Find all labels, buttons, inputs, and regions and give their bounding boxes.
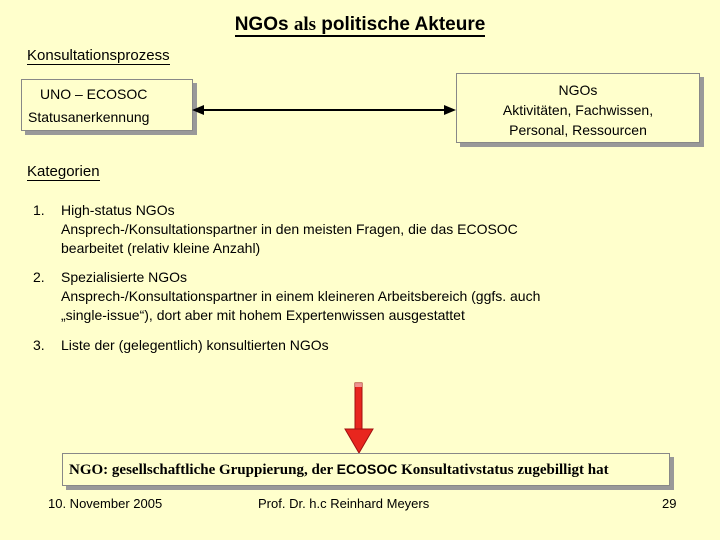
page-title: NGOs als politische Akteure bbox=[234, 14, 486, 35]
uno-ecosoc-box bbox=[21, 79, 193, 131]
ngo-definition-box: NGO: gesellschaftliche Gruppierung, der ECOSOC Konsultativstatus zugebilligt hat bbox=[62, 453, 670, 486]
double-arrow bbox=[192, 102, 456, 118]
category-heading: Spezialisierte NGOs bbox=[61, 269, 188, 285]
ngo-activities-label: Aktivitäten, Fachwissen, bbox=[502, 102, 654, 118]
ngo-resources-box bbox=[456, 73, 700, 143]
category-description: bearbeitet (relativ kleine Anzahl) bbox=[61, 240, 261, 256]
status-recognition-label: Statusanerkennung bbox=[28, 109, 150, 125]
ngo-label: NGOs bbox=[558, 82, 598, 98]
category-heading: High-status NGOs bbox=[61, 202, 175, 218]
footer-date: 10. November 2005 bbox=[48, 496, 163, 511]
page-number: 29 bbox=[662, 496, 677, 511]
section-heading-categories: Kategorien bbox=[27, 163, 100, 180]
category-description: Ansprech-/Konsultationspartner in den meisten Fragen, die das ECOSOC bbox=[61, 221, 518, 237]
category-heading: Liste der (gelegentlich) konsultierten NGOs bbox=[61, 337, 329, 353]
uno-ecosoc-label: UNO – ECOSOC bbox=[40, 86, 148, 102]
ngo-resources-label: Personal, Ressourcen bbox=[509, 122, 647, 138]
footer-author: Prof. Dr. h.c Reinhard Meyers bbox=[258, 496, 430, 511]
down-arrow-icon bbox=[343, 381, 375, 455]
category-description: „single-issue“), dort aber mit hohem Expertenwissen ausgestattet bbox=[61, 307, 465, 323]
section-heading-consultation: Konsultationsprozess bbox=[27, 47, 170, 64]
category-description: Ansprech-/Konsultationspartner in einem kleineren Arbeitsbereich (ggfs. auch bbox=[61, 288, 541, 304]
